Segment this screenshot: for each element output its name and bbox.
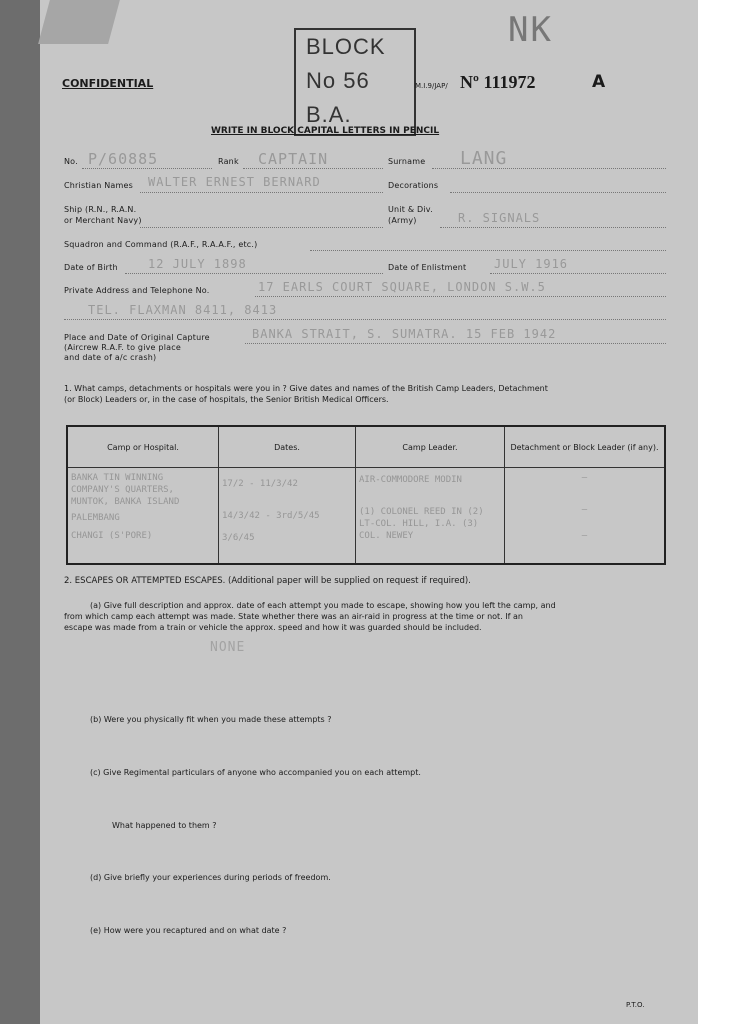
capture-label-3: and date of a/c crash) [64,353,157,362]
table-cell: PALEMBANG [71,513,120,523]
question-2a-line-1: (a) Give full description and approx. date of each attempt you made to escape, showing how you left the camp, and [90,601,556,610]
address-value-line-1: 17 EARLS COURT SQUARE, LONDON S.W.5 [258,280,546,294]
squadron-label: Squadron and Command (R.A.F., R.A.A.F., etc.) [64,240,258,249]
serial-number: Nº 111972 [460,72,536,92]
form-reference: M.I.9/JAP/ [415,82,448,90]
surname-label: Surname [388,157,426,166]
no-value: P/60885 [88,150,159,168]
pto-label: P.T.O. [626,1001,645,1009]
ship-label-2: or Merchant Navy) [64,216,142,225]
camps-table-body [67,468,665,565]
classification-label: CONFIDENTIAL [62,77,154,90]
detachment-column [505,468,666,565]
paper-tab [38,0,120,44]
rank-value: CAPTAIN [258,150,329,168]
question-2c: (c) Give Regimental particulars of anyone who accompanied you on each attempt. [90,768,421,777]
camp-column [67,468,219,565]
ship-label-1: Ship (R.N., R.A.N. [64,205,137,214]
address-label: Private Address and Telephone No. [64,286,210,295]
surname-value: LANG [460,148,508,169]
serial-suffix: A [592,72,606,92]
scan-left-edge [0,0,40,1024]
table-cell: 14/3/42 - 3rd/5/45 [222,511,320,521]
table-cell: — [581,531,588,541]
stamp-line-1: BLOCK [306,34,386,59]
question-2d: (d) Give briefly your experiences during periods of freedom. [90,873,331,882]
table-cell: CHANGI (S'PORE) [71,531,153,541]
question-1-line-1: 1. What camps, detachments or hospitals were you in ? Give dates and names of the British Camp Leaders, Detachment [64,384,548,393]
decorations-label: Decorations [388,181,439,190]
header-camp-leader: Camp Leader. [356,426,505,468]
capture-label-1: Place and Date of Original Capture [64,333,210,342]
question-2b: (b) Were you physically fit when you made these attempts ? [90,715,332,724]
header-camp: Camp or Hospital. [67,426,219,468]
stamp-line-3: B.A. [306,102,352,127]
table-cell: (1) COLONEL REED IN (2) LT-COL. HILL, I.A. (3) COL. NEWEY [359,507,484,541]
question-2c-sub: What happened to them ? [112,821,217,830]
capture-label-2: (Aircrew R.A.F. to give place [64,343,181,352]
unit-label-2: (Army) [388,216,417,225]
table-cell: 17/2 - 11/3/42 [222,479,298,489]
dob-label: Date of Birth [64,263,118,272]
instruction-heading: WRITE IN BLOCK CAPITAL LETTERS IN PENCIL [211,126,440,136]
question-1-line-2: (or Block) Leaders or, in the case of hospitals, the Senior British Medical Officers. [64,395,389,404]
leader-column [356,468,505,565]
unit-value: R. SIGNALS [458,211,541,225]
question-2a-line-3: escape was made from a train or vehicle the approx. speed and how it was guarded should be included. [64,623,482,632]
question-2e: (e) How were you recaptured and on what date ? [90,926,287,935]
unit-label-1: Unit & Div. [388,205,433,214]
christian-names-label: Christian Names [64,181,133,190]
stamp-line-2: No 56 [306,68,370,93]
dates-column [219,468,356,565]
christian-names-value: WALTER ERNEST BERNARD [148,175,321,189]
rank-label: Rank [218,157,239,166]
camps-table-header-row [67,426,665,468]
no-label: No. [64,157,78,166]
enlistment-value: JULY 1916 [494,257,569,271]
question-2-heading: 2. ESCAPES OR ATTEMPTED ESCAPES. (Additional paper will be supplied on request if required). [64,576,471,586]
header-detachment-leader: Detachment or Block Leader (if any). [505,426,666,468]
question-2a-answer: NONE [210,640,246,655]
table-cell: AIR-COMMODORE MODIN [359,475,462,485]
capture-value: BANKA STRAIT, S. SUMATRA. 15 FEB 1942 [252,327,557,341]
handwritten-initials: NK [508,10,553,50]
table-cell: — [581,505,588,515]
dob-value: 12 JULY 1898 [148,257,247,271]
table-cell: BANKA TIN WINNING COMPANY'S QUARTERS, MUNTOK, BANKA ISLAND [71,473,180,507]
header-dates: Dates. [219,426,356,468]
camps-table [66,425,666,565]
question-2a-line-2: from which camp each attempt was made. State whether there was an air-raid in progress at the time or not. If an [64,612,523,621]
enlistment-label: Date of Enlistment [388,263,467,272]
table-cell: — [581,473,588,483]
address-value-line-2: TEL. FLAXMAN 8411, 8413 [88,303,278,317]
table-cell: 3/6/45 [222,533,255,543]
block-stamp [294,28,416,136]
